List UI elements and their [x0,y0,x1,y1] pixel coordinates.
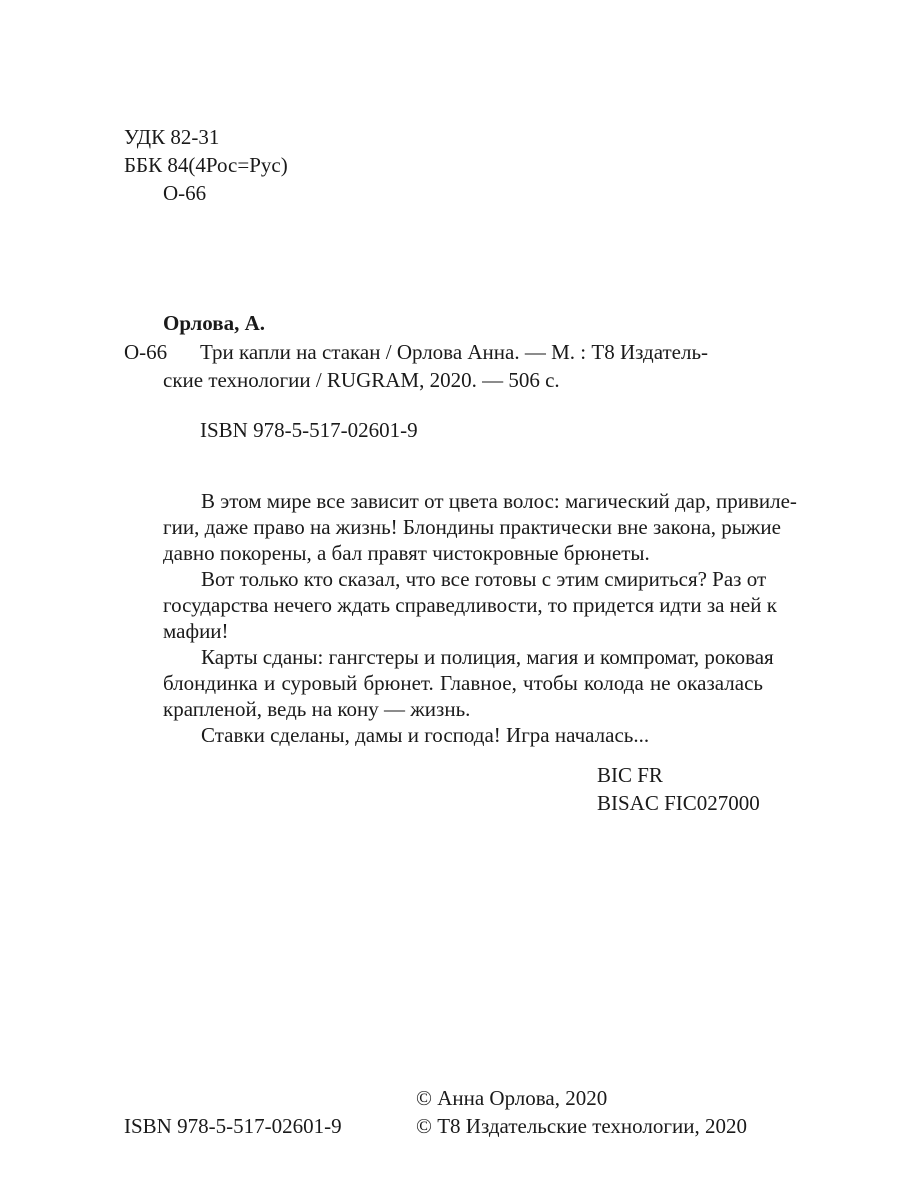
annotation-line: мафии! [163,619,229,643]
annotation-line: Ставки сделаны, дамы и господа! Игра началась... [201,723,650,747]
bib-isbn: ISBN 978-5-517-02601-9 [200,418,418,442]
bisac-code: BISAC FIC027000 [597,791,760,815]
bib-author-mark: О-66 [124,340,168,364]
bib-description-line-1: Три капли на стакан / Орлова Анна. — М. : Т8 Издатель- [200,340,709,364]
annotation-line: давно покорены, а бал правят чистокровные брюнеты. [163,541,650,565]
bbk-code: ББК 84(4Рос=Рус) [124,153,288,177]
copyright-author: © Анна Орлова, 2020 [416,1086,608,1110]
annotation-line: В этом мире все зависит от цвета волос: магический дар, привиле- [201,489,797,513]
annotation-line: государства нечего ждать справедливости, то придется идти за ней к [163,593,777,617]
annotation-line: блондинка и суровый брюнет. Главное, чтобы колода не оказалась [163,671,763,695]
annotation-line: крапленой, ведь на кону — жизнь. [163,697,471,721]
annotation-line: гии, даже право на жизнь! Блондины практически вне закона, рыжие [163,515,781,539]
annotation-line: Карты сданы: гангстеры и полиция, магия и компромат, роковая [201,645,774,669]
footer-isbn: ISBN 978-5-517-02601-9 [124,1114,342,1138]
author-mark: О-66 [163,181,207,205]
author-name: Орлова, А. [163,311,266,335]
bib-description-line-2: ские технологии / RUGRAM, 2020. — 506 с. [163,368,560,392]
copyright-publisher: © Т8 Издательские технологии, 2020 [416,1114,747,1138]
annotation [163,488,797,748]
annotation-line: Вот только кто сказал, что все готовы с этим смириться? Раз от [201,567,767,591]
udk-code: УДК 82-31 [124,125,220,149]
bic-code: BIC FR [597,763,663,787]
